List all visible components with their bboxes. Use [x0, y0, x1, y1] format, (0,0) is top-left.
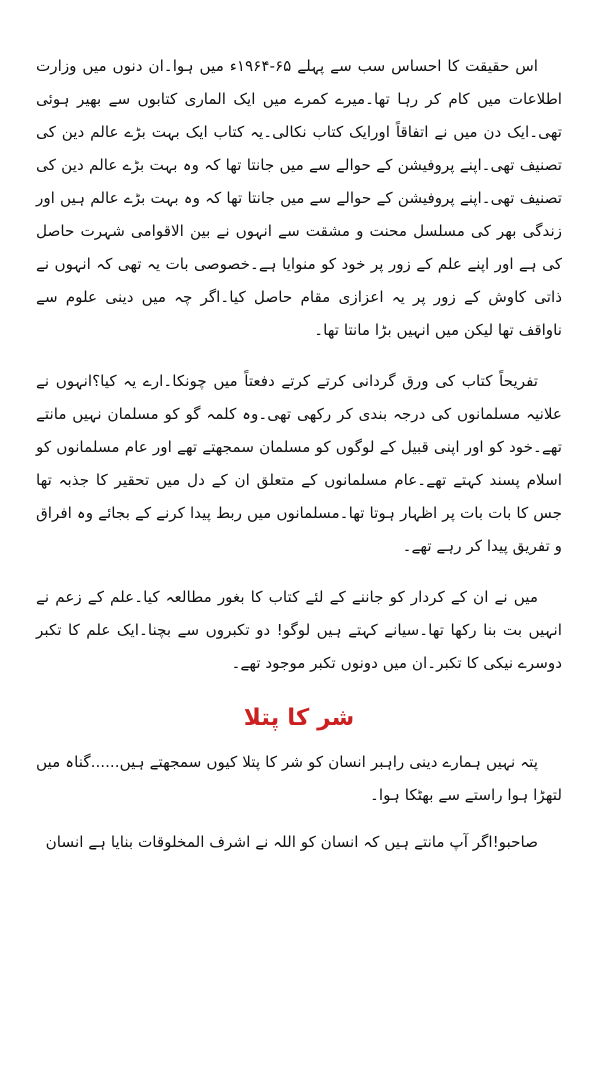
paragraph-5: صاحبو!اگر آپ مانتے ہیں کہ انسان کو اللہ نے اشرف المخلوقات بنایا ہے انسان: [45, 833, 538, 851]
section-heading: شر کا پتلا: [243, 705, 355, 731]
document-page: [36, 50, 562, 877]
paragraph-2: تفریحاً کتاب کی ورق گردانی کرتے کرتے دفعتاً میں چونکا۔ارے یہ کیا؟انہوں نے علانیہ مسلمانوں کی درجہ بندی کر رکھی تھی۔وہ کلمہ گو کو مسلمان نہیں مانتے تھے۔خود کو اور اپنی قبیل کے لوگوں کو مسلمان سمجھتے تھے اور عام مسلمانوں کو اسلام پسند کہتے تھے۔عام مسلمانوں کے متعلق ان کے دل میں تحقیر کا جذبہ تھا جس کا بات بات پر اظہار ہوتا تھا۔مسلمانوں میں ربط پیدا کرنے کے بجائے وہ افراق و تفریق پیدا کر رہے تھے۔: [36, 372, 562, 555]
paragraph-1: اس حقیقت کا احساس سب سے پہلے ۶۵-۱۹۶۴ء میں ہوا۔ان دنوں میں وزارت اطلاعات میں کام کر رہا تھا۔میرے کمرے میں ایک الماری کتابوں سے بھیر ہوئی تھی۔ایک دن میں نے اتفاقاً اورایک کتاب نکالی۔یہ کتاب ایک بہت بڑے عالم دین کی تصنیف تھی۔اپنے پروفیشن کے حوالے سے میں جانتا تھا کہ وہ بہت بڑے عالم دین کی تصنیف تھی۔اپنے پروفیشن کے حوالے سے میں جانتا تھا کہ وہ بہت بڑے عالم ہیں اور زندگی بھر کی مسلسل محنت و مشقت سے انہوں نے بین الاقوامی شہرت حاصل کی ہے اور اپنے علم کے زور پر خود کو منوایا ہے۔خصوصی بات یہ تھی کہ انہوں نے ذاتی کاوش کے زور پر یہ اعزازی مقام حاصل کیا۔اگر چہ میں دینی علوم سے ناواقف تھا لیکن میں انہیں بڑا مانتا تھا۔: [36, 57, 562, 339]
paragraph-3: میں نے ان کے کردار کو جاننے کے لئے کتاب کا بغور مطالعہ کیا۔علم کے زعم نے انہیں بت بنا رکھا تھا۔سیانے کہتے ہیں لوگو! دو تکبروں سے بچنا۔ایک علم کا تکبر دوسرے نیکی کا تکبر۔ان میں دونوں تکبر موجود تھے۔: [36, 588, 562, 672]
paragraph-4: پتہ نہیں ہمارے دینی راہبر انسان کو شر کا پتلا کیوں سمجھتے ہیں......گناہ میں لتھڑا ہوا راستے سے بھٹکا ہوا۔: [36, 753, 562, 804]
